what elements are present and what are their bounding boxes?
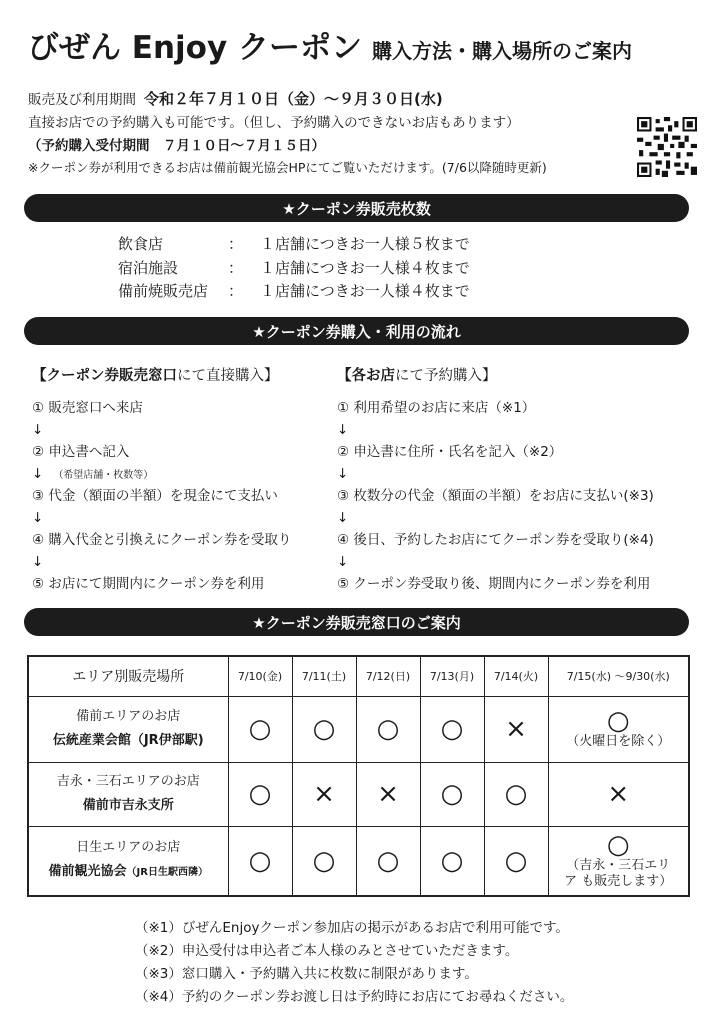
limit-type: 飲食店: [118, 235, 164, 253]
availability-mark: ○: [292, 696, 356, 762]
limit-type: 宿泊施設: [118, 259, 179, 277]
arrow-note: （希望店舗・枚数等）: [53, 470, 154, 481]
flow-step: ④ 購入代金と引換えにクーポン券を受取り: [32, 532, 292, 548]
flow-step: ⑤ クーポン券受取り後、期間内にクーポン券を利用: [337, 576, 651, 592]
availability-note: （吉永・三石エリア も販売します）: [564, 857, 673, 889]
availability-mark: ○: [606, 706, 630, 736]
table-header-cell: 7/15(水) ～9/30(水): [548, 656, 689, 696]
venue-location: （JR日生駅西隣）: [126, 867, 208, 879]
area-label: 備前エリアのお店: [76, 709, 181, 724]
availability-mark: ○: [484, 762, 548, 826]
reservation-note: 直接お店での予約購入も可能です。（但し、予約購入のできないお店もあります）: [28, 115, 520, 131]
availability-mark: ○: [356, 826, 420, 896]
table-header-cell: 7/11(土): [292, 656, 356, 696]
limit-sep: ：: [228, 235, 244, 253]
flow-step: ⑤ お店にて期間内にクーポン券を利用: [32, 576, 265, 592]
table-header-cell: エリア別販売場所: [28, 656, 228, 696]
flow-step: ④ 後日、予約したお店にてクーポン券を受取り(※4): [337, 532, 654, 548]
area-cell: [28, 762, 228, 826]
title-sub: 購入方法・購入場所のご案内: [371, 39, 632, 63]
availability-mark: ○: [420, 762, 484, 826]
period-label: 販売及び利用期間: [28, 92, 136, 108]
availability-mark: ×: [484, 696, 548, 762]
footnote: （※1）びぜんEnjoyクーポン参加店の掲示があるお店で利用可能です。: [135, 920, 569, 936]
table-header-row: [28, 656, 689, 696]
flow-step: ③ 枚数分の代金（額面の半額）をお店に支払い(※3): [337, 488, 654, 504]
table-header-cell: 7/10(金): [228, 656, 292, 696]
table-row: [28, 762, 689, 826]
down-arrow-icon: ↓: [337, 466, 349, 482]
table-header-cell: 7/13(月): [420, 656, 484, 696]
period-value: 令和２年７月１０日（金）～９月３０日(水): [144, 90, 443, 108]
section-bar-flow: ★クーポン券購入・利用の流れ: [24, 317, 689, 345]
flow-step: ② 申込書に住所・氏名を記入（※2）: [337, 444, 563, 460]
footnote: （※2）申込受付は申込者ご本人様のみとさせていただきます。: [135, 943, 519, 959]
flow-step: ① 販売窓口へ来店: [32, 400, 143, 416]
venue-name: 備前市吉永支所: [82, 798, 174, 813]
availability-mark: ×: [548, 762, 689, 826]
availability-mark: ○: [420, 696, 484, 762]
limit-sep: ：: [228, 282, 244, 300]
limit-value: １店舗につきお一人様４枚まで: [260, 259, 470, 277]
limit-sep: ：: [228, 259, 244, 277]
limit-value: １店舗につきお一人様５枚まで: [260, 235, 470, 253]
flow-direct-heading: 【クーポン券販売窓口にて直接購入】: [32, 368, 279, 384]
availability-mark: ○: [228, 762, 292, 826]
area-cell: [28, 696, 228, 762]
availability-mark: ○: [228, 826, 292, 896]
table-header-cell: 7/14(火): [484, 656, 548, 696]
availability-mark: ○: [420, 826, 484, 896]
area-cell: [28, 826, 228, 896]
availability-cell: [548, 696, 689, 762]
limit-type: 備前焼販売店: [118, 282, 209, 300]
availability-mark: ○: [484, 826, 548, 896]
flow-reserve-heading: 【各お店にて予約購入】: [337, 368, 497, 384]
availability-mark: ×: [292, 762, 356, 826]
table-row: [28, 696, 689, 762]
table-row: [28, 826, 689, 896]
footnote: （※4）予約のクーポン券お渡し日は予約時にお店にてお尋ねください。: [135, 989, 574, 1005]
down-arrow-icon: ↓ （希望店舗・枚数等）: [32, 466, 154, 482]
availability-mark: ○: [228, 696, 292, 762]
period-line: [28, 88, 443, 109]
flow-reserve: [337, 364, 654, 596]
down-arrow-icon: ↓: [337, 554, 349, 570]
sales-window-table: [27, 655, 690, 897]
down-arrow-icon: ↓: [32, 422, 44, 438]
down-arrow-icon: ↓: [337, 422, 349, 438]
flow-direct: [32, 364, 291, 596]
limit-row: [118, 280, 470, 301]
down-arrow-icon: ↓: [32, 554, 44, 570]
title-main: びぜん Enjoy クーポン: [28, 30, 362, 66]
qr-code-icon: [637, 117, 697, 177]
limit-row: [118, 257, 470, 278]
availability-cell: [548, 826, 689, 896]
footnote: （※3）窓口購入・予約購入共に枚数に制限があります。: [135, 966, 478, 982]
section-bar-limits: ★クーポン券販売枚数: [24, 194, 689, 222]
flow-step: ③ 代金（額面の半額）を現金にて支払い: [32, 488, 278, 504]
limit-value: １店舗につきお一人様４枚まで: [260, 282, 470, 300]
area-label: 日生エリアのお店: [76, 840, 181, 856]
flow-step: ① 利用希望のお店に来店（※1）: [337, 400, 536, 416]
limit-row: [118, 233, 470, 254]
section-bar-windows: ★クーポン券販売窓口のご案内: [24, 608, 689, 636]
area-label: 吉永・三石エリアのお店: [56, 774, 200, 789]
shops-note: ※クーポン券が利用できるお店は備前観光協会HPにてご覧いただけます。(7/6以降随時更新): [28, 160, 547, 175]
availability-mark: ○: [606, 829, 630, 860]
reservation-period: （予約購入受付期間 ７月１０日～７月１５日）: [28, 138, 325, 154]
availability-mark: ○: [356, 696, 420, 762]
availability-mark: ×: [356, 762, 420, 826]
page-title: [28, 22, 700, 78]
availability-note: （火曜日を除く）: [566, 734, 671, 749]
availability-mark: ○: [292, 826, 356, 896]
down-arrow-icon: ↓: [32, 510, 44, 526]
venue-name: 伝統産業会館（JR伊部駅): [52, 733, 204, 748]
venue-name: 備前観光協会（JR日生駅西隣）: [48, 864, 208, 880]
table-header-cell: 7/12(日): [356, 656, 420, 696]
flow-step: ② 申込書へ記入: [32, 444, 130, 460]
down-arrow-icon: ↓: [337, 510, 349, 526]
